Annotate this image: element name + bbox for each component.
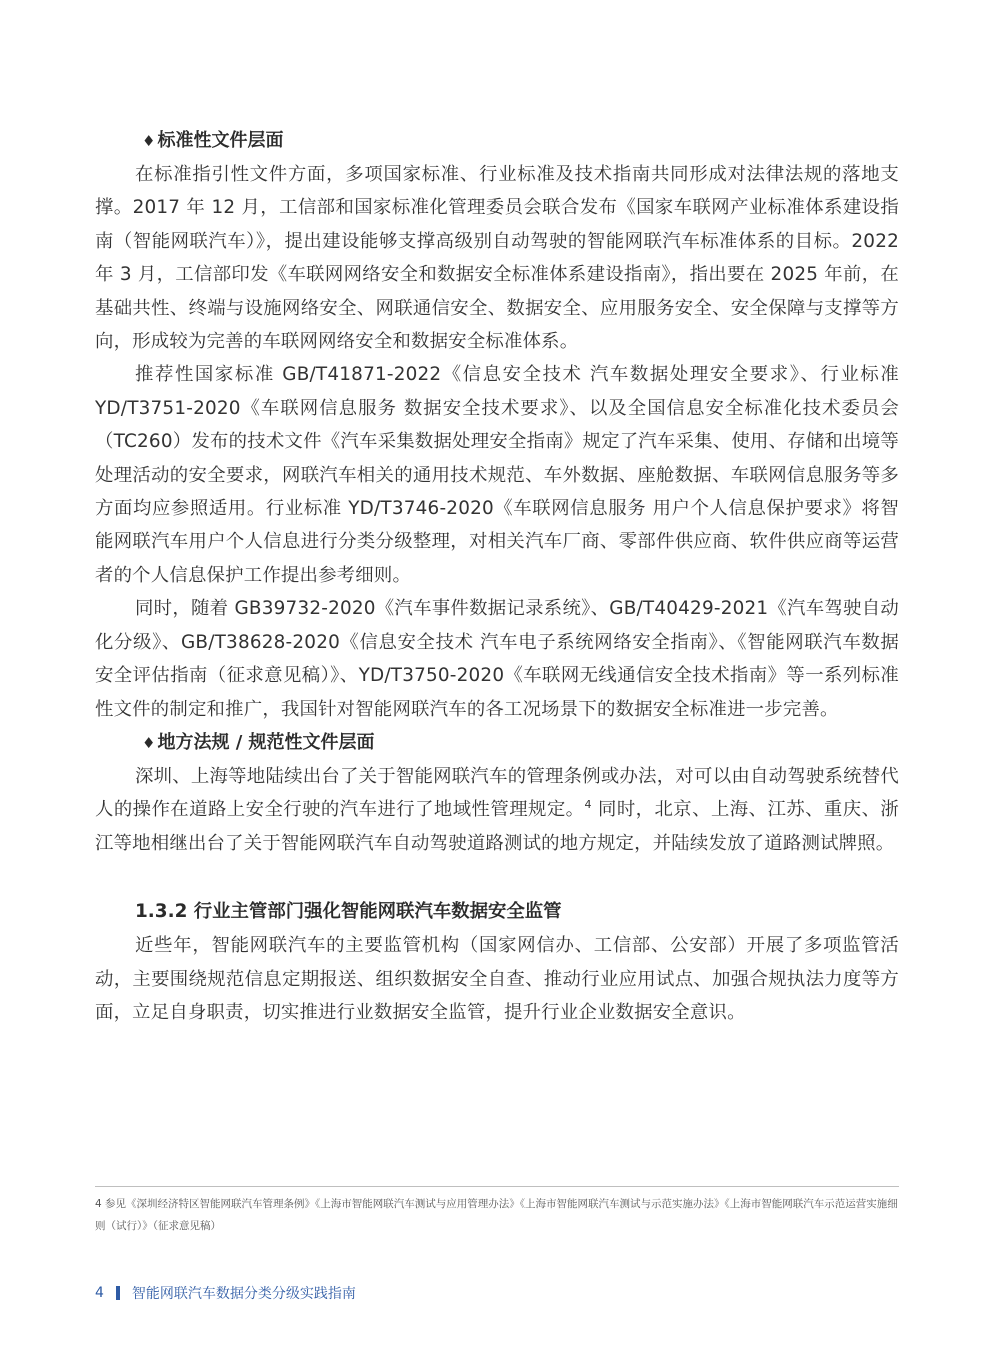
subheading-local-regulations bbox=[95, 726, 899, 760]
main-content bbox=[95, 124, 899, 1029]
paragraph-regulators: 近些年，智能网联汽车的主要监管机构（国家网信办、工信部、公安部）开展了多项监管活动，主要围绕规范信息定期报送、组织数据安全自查、推动行业应用试点、加强合规执法力度等方面，立足自身职责，切实推进行业数据安全监管，提升行业企业数据安全意识。 bbox=[95, 935, 899, 1023]
footnote-ref[interactable]: 4 bbox=[584, 798, 592, 812]
subheading-label: 标准性文件层面 bbox=[157, 130, 284, 151]
document-title: 智能网联汽车数据分类分级实践指南 bbox=[131, 1286, 356, 1302]
diamond-bullet-icon: ♦ bbox=[142, 733, 156, 752]
subheading-standards bbox=[95, 124, 899, 158]
paragraph-local-regulations bbox=[95, 760, 899, 860]
diamond-bullet-icon: ♦ bbox=[142, 132, 156, 150]
footnote-divider bbox=[95, 1186, 899, 1187]
section-title: 1.3.2 行业主管部门强化智能网联汽车数据安全监管 bbox=[135, 901, 562, 923]
paragraph-text: 深圳、上海等地陆续出台了关于智能网联汽车的管理条例或办法，对可以由自动驾驶系统替代人的操作在道路上安全行驶的汽车进行了地域性管理规定。 bbox=[95, 765, 899, 821]
paragraph-standards-progress: 同时，随着 GB39732-2020《汽车事件数据记录系统》、GB/T40429-2021《汽车驾驶自动化分级》、GB/T38628-2020《信息安全技术 汽车电子系统网络安全指南》、《智能网联汽车数据安全评估指南（征求意见稿）》、YD/T3750-2020《车联网无线通信安全技术指南》等一系列标准性文件的制定和推广，我国针对智能网联汽车的各工况场景下的数据安全标准进一步完善。 bbox=[95, 598, 899, 720]
paragraph-standards-overview: 在标准指引性文件方面，多项国家标准、行业标准及技术指南共同形成对法律法规的落地支撑。2017 年 12 月，工信部和国家标准化管理委员会联合发布《国家车联网产业标准体系建设指南（智能网联汽车）》，提出建设能够支撑高级别自动驾驶的智能网联汽车标准体系的目标。2022 年 3 月，工信部印发《车联网网络安全和数据安全标准体系建设指南》，指出要在 2025 年前，在基础共性、终端与设施网络安全、网联通信安全、数据安全、应用服务安全、安全保障与支撑等方向，形成较为完善的车联网网络安全和数据安全标准体系。 bbox=[95, 164, 899, 353]
paragraph-recommended-standards: 推荐性国家标准 GB/T41871-2022《信息安全技术 汽车数据处理安全要求》、行业标准 YD/T3751-2020《车联网信息服务 数据安全技术要求》、以及全国信息安全标准化技术委员会（TC260）发布的技术文件《汽车采集数据处理安全指南》规定了汽车采集、使用、存储和出境等处理活动的安全要求，网联汽车相关的通用技术规范、车外数据、座舱数据、车联网信息服务等多方面均应参照适用。行业标准 YD/T3746-2020《车联网信息服务 用户个人信息保护要求》将智能网联汽车用户个人信息进行分类分级整理，对相关汽车厂商、零部件供应商、软件供应商等运营者的个人信息保护工作提出参考细则。 bbox=[95, 364, 899, 586]
section-spacer bbox=[95, 860, 899, 895]
subheading-label: 地方法规 / 规范性文件层面 bbox=[157, 731, 375, 753]
page-footer bbox=[95, 1282, 356, 1304]
footer-bar-icon bbox=[116, 1286, 120, 1300]
paragraph-text: 同时，北京、上海、江苏、重庆、浙江等地相继出台了关于智能网联汽车自动驾驶道路测试的地方规定，并陆续发放了道路测试牌照。 bbox=[95, 799, 900, 854]
page-number: 4 bbox=[95, 1285, 104, 1301]
footnote: 4 参见《深圳经济特区智能网联汽车管理条例》《上海市智能网联汽车测试与应用管理办法》《上海市智能网联汽车测试与示范实施办法》《上海市智能网联汽车示范运营实施细则（试行）》（征求意见稿） bbox=[95, 1198, 898, 1232]
